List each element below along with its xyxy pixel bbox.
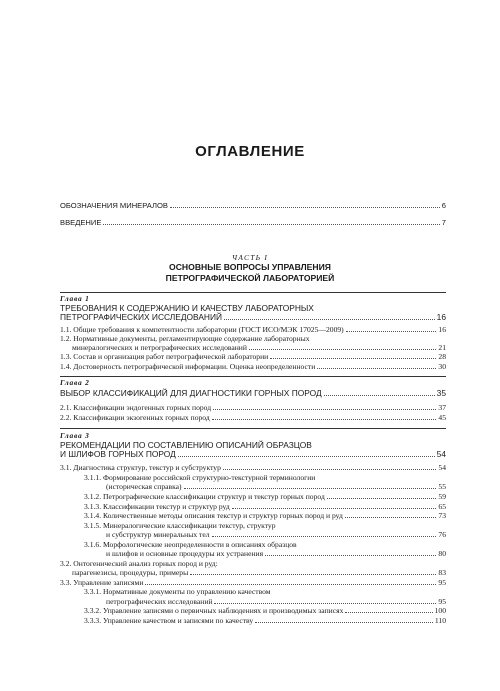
toc-page-number: 35 <box>436 388 446 398</box>
toc-page-number: 16 <box>438 325 446 334</box>
chapter-3-heading[interactable] <box>60 449 446 459</box>
toc-entry-label: 3.1. Диагностика структур, текстур и субструктур <box>60 463 221 472</box>
toc-entry-label: 2.2. Классификации экзогенных горных пород <box>60 413 210 422</box>
leader-dots <box>265 555 436 556</box>
toc-entry-3-1-1[interactable] <box>106 482 446 491</box>
toc-entry-3-1-3[interactable] <box>84 502 446 511</box>
toc-page-number: 7 <box>441 218 446 227</box>
leader-dots <box>212 419 437 420</box>
part-title-line: ОСНОВНЫЕ ВОПРОСЫ УПРАВЛЕНИЯ <box>169 262 331 272</box>
leader-dots <box>317 368 436 369</box>
toc-entry-label: 1.3. Состав и организация работ петрографической лаборатории <box>60 352 269 361</box>
toc-entry-label: ВВЕДЕНИЕ <box>60 218 102 227</box>
toc-page-number: 28 <box>438 352 446 361</box>
toc-entry-label: 3.1.3. Классификации текстур и структур руд <box>84 502 230 511</box>
leader-dots <box>346 331 437 332</box>
leader-dots <box>345 612 432 613</box>
leader-dots <box>327 498 437 499</box>
leader-dots <box>255 622 433 623</box>
toc-entry-label: парагенезисы, процедуры, примеры <box>72 568 189 577</box>
chapter-divider <box>60 376 446 377</box>
toc-entry-label: 1.4. Достоверность петрографической информации. Оценка неопределенности <box>60 362 316 371</box>
toc-entry-label: и шлифов и основные процедуры их устранения <box>106 549 264 558</box>
toc-entry-2-1[interactable] <box>60 403 446 412</box>
toc-entry-label: (историческая справка) <box>106 482 182 491</box>
toc-entry-label: 3.2. Онтогенический анализ горных пород и руд: <box>60 559 218 568</box>
toc-entry-label: минералогических и петрографических исследований <box>72 343 247 352</box>
chapter-title-line: ТРЕБОВАНИЯ К СОДЕРЖАНИЮ И КАЧЕСТВУ ЛАБОРАТОРНЫХ <box>60 303 314 313</box>
chapter-label: Глава 1 <box>60 294 90 303</box>
toc-entry-label: 3.3. Управление записями <box>60 578 144 587</box>
toc-page-number: 45 <box>438 413 446 422</box>
toc-page-number: 95 <box>438 578 446 587</box>
toc-entry-label: 3.1.1. Формирование российской структурно-текстурной терминологии <box>84 473 316 482</box>
toc-page-number: 76 <box>438 530 446 539</box>
leader-dots <box>345 517 437 518</box>
toc-entry-minerals[interactable] <box>60 201 446 210</box>
toc-entry-3-1-2[interactable] <box>84 492 446 501</box>
toc-page-number: 100 <box>434 606 446 615</box>
part-label: ЧАСТЬ I <box>231 253 269 262</box>
toc-entry-label: петрографических исследований <box>106 597 213 606</box>
toc-page-number: 6 <box>441 201 446 210</box>
leader-dots <box>184 488 437 489</box>
toc-entry-3-1-5[interactable] <box>106 530 446 539</box>
toc-page-number: 21 <box>438 343 446 352</box>
toc-entry-label: 2.1. Классификации эндогенных горных пород <box>60 403 212 412</box>
toc-page-number: 110 <box>434 616 446 625</box>
toc-entry-3-1[interactable] <box>60 463 446 472</box>
chapter-divider <box>60 428 446 429</box>
toc-page-number: 65 <box>438 502 446 511</box>
chapter-title-line: РЕКОМЕНДАЦИИ ПО СОСТАВЛЕНИЮ ОПИСАНИЙ ОБРАЗЦОВ <box>60 440 312 450</box>
toc-entry-3-3-3[interactable] <box>84 616 446 625</box>
leader-dots <box>223 469 437 470</box>
chapter-title: ВЫБОР КЛАССИФИКАЦИЙ ДЛЯ ДИАГНОСТИКИ ГОРНЫХ ПОРОД <box>60 388 322 398</box>
toc-page-number: 55 <box>438 482 446 491</box>
toc-page-number: 83 <box>438 568 446 577</box>
toc-entry-label: 3.1.5. Минералогические классификации текстур, структур <box>84 521 276 530</box>
toc-entry-label: 3.3.3. Управление качеством и записями по качеству <box>84 616 254 625</box>
leader-dots <box>190 574 436 575</box>
leader-dots <box>214 603 436 604</box>
leader-dots <box>324 395 435 396</box>
chapter-title-line: И ШЛИФОВ ГОРНЫХ ПОРОД <box>60 449 176 459</box>
leader-dots <box>170 207 440 208</box>
toc-page-number: 30 <box>438 362 446 371</box>
toc-entry-label: 3.3.2. Управление записями о первичных наблюдениях и производимых записях <box>84 606 344 615</box>
toc-page-number: 54 <box>438 463 446 472</box>
chapter-2-heading[interactable] <box>60 388 446 398</box>
leader-dots <box>270 358 436 359</box>
toc-entry-1-1[interactable] <box>60 325 446 334</box>
toc-entry-label: 1.2. Нормативные документы, регламентирующие содержание лабораторных <box>60 334 310 343</box>
chapter-1-heading[interactable] <box>60 312 446 322</box>
chapter-label: Глава 2 <box>60 378 90 387</box>
leader-dots <box>103 224 439 225</box>
toc-entry-1-2[interactable] <box>72 343 446 352</box>
leader-dots <box>232 508 437 509</box>
toc-entry-3-3[interactable] <box>60 578 446 587</box>
toc-page-number: 59 <box>438 492 446 501</box>
leader-dots <box>212 536 437 537</box>
leader-dots <box>213 409 436 410</box>
toc-entry-label: ОБОЗНАЧЕНИЯ МИНЕРАЛОВ <box>60 201 168 210</box>
part-title-line: ПЕТРОГРАФИЧЕСКОЙ ЛАБОРАТОРИЕЙ <box>165 273 335 283</box>
toc-entry-label: 3.3.1. Нормативные документы по управлению качеством <box>84 587 271 596</box>
chapter-divider <box>60 292 446 293</box>
toc-entry-1-4[interactable] <box>60 362 446 371</box>
leader-dots <box>145 584 436 585</box>
toc-entry-3-1-4[interactable] <box>84 511 446 520</box>
toc-entry-3-2[interactable] <box>72 568 446 577</box>
leader-dots <box>224 319 435 320</box>
page-title: ОГЛАВЛЕНИЕ <box>195 143 305 160</box>
toc-entry-label: 1.1. Общие требования к компетентности лаборатории (ГОСТ ИСО/МЭК 17025—2009) <box>60 325 344 334</box>
toc-entry-3-3-2[interactable] <box>84 606 446 615</box>
chapter-title-line: ПЕТРОГРАФИЧЕСКИХ ИССЛЕДОВАНИЙ <box>60 312 223 322</box>
toc-entry-3-3-1[interactable] <box>106 597 446 606</box>
toc-entry-label: и субструктур минеральных тел <box>106 530 210 539</box>
leader-dots <box>178 456 435 457</box>
toc-entry-2-2[interactable] <box>60 413 446 422</box>
toc-page-number: 95 <box>438 597 446 606</box>
toc-entry-label: 3.1.2. Петрографические классификации структур и текстур горных пород <box>84 492 325 501</box>
toc-entry-1-3[interactable] <box>60 352 446 361</box>
toc-entry-label: 3.1.4. Количественные методы описания текстур и структур горных пород и руд <box>84 511 343 520</box>
toc-entry-3-1-6[interactable] <box>106 549 446 558</box>
toc-page-number: 16 <box>436 312 446 322</box>
toc-page-number: 73 <box>438 511 446 520</box>
toc-entry-introduction[interactable] <box>60 218 446 227</box>
part-title <box>0 262 500 284</box>
toc-page-number: 54 <box>436 449 446 459</box>
toc-page-number: 37 <box>438 403 446 412</box>
chapter-label: Глава 3 <box>60 431 90 440</box>
toc-entry-label: 3.1.6. Морфологические неопределенности в описаниях образцов <box>84 540 297 549</box>
toc-page-number: 80 <box>438 549 446 558</box>
leader-dots <box>249 349 436 350</box>
